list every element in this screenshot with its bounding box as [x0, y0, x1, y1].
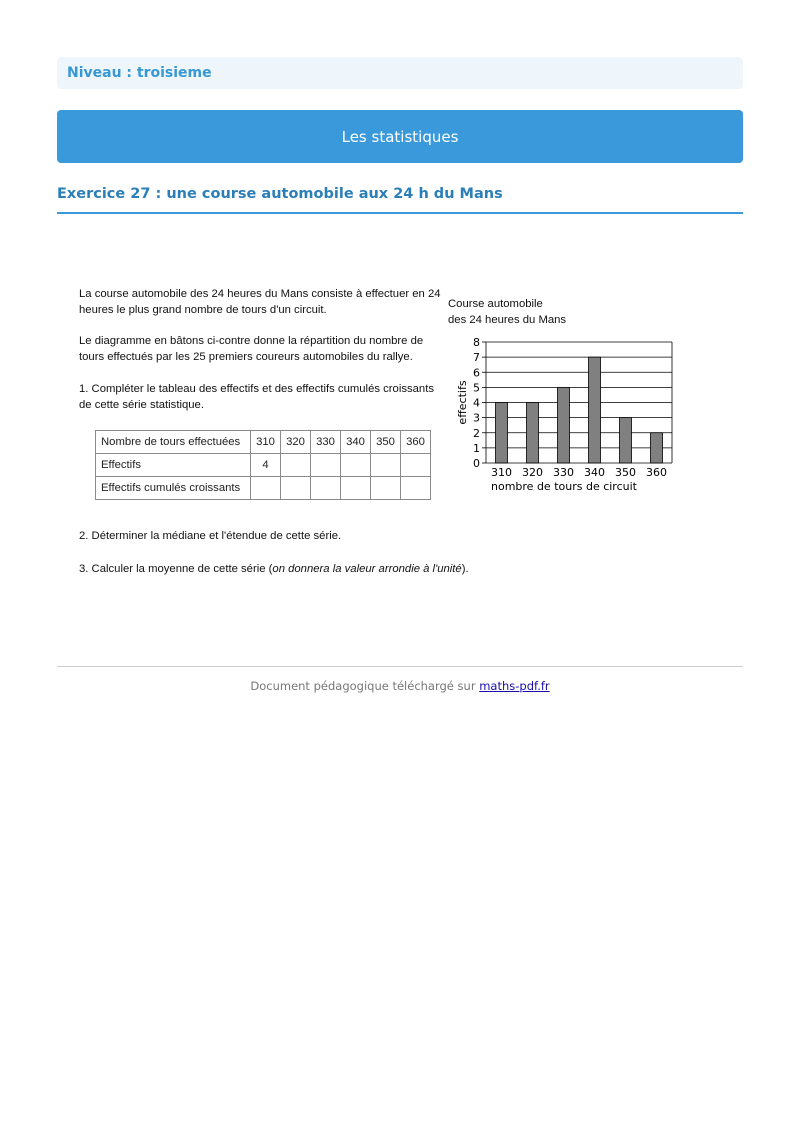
y-tick-label: 6: [473, 366, 480, 380]
table-row-effectifs: [96, 454, 431, 477]
x-tick-label: 310: [491, 466, 512, 479]
table-cell: 4: [251, 454, 281, 477]
exercise-divider: [57, 212, 743, 214]
intro-paragraph: [79, 286, 441, 318]
column-header: 320: [281, 431, 311, 454]
question-1: [79, 381, 434, 413]
y-tick-label: 0: [473, 457, 480, 470]
table-cell: [341, 454, 371, 477]
row-header-effectifs: Effectifs: [96, 454, 251, 477]
table-row-tours: [96, 431, 431, 454]
y-tick-label: 5: [473, 381, 480, 395]
question-1-line-1: 1. Compléter le tableau des effectifs et des effectifs cumulés croissants: [79, 383, 434, 395]
table-cell: [371, 454, 401, 477]
diagram-paragraph: [79, 333, 423, 365]
chart-title: [448, 296, 566, 328]
bar: [496, 403, 508, 464]
question-3-italic: on donnera la valeur arrondie à l'unité: [272, 563, 462, 575]
table-cell: [281, 454, 311, 477]
frequency-table: [95, 430, 431, 500]
y-tick-label: 4: [473, 396, 480, 410]
diagram-line-1: Le diagramme en bâtons ci-contre donne la répartition du nombre de: [79, 335, 424, 347]
bar: [620, 418, 632, 463]
page-title: Les statistiques: [341, 127, 459, 146]
table-cell: [281, 477, 311, 500]
column-header: 340: [341, 431, 371, 454]
x-tick-label: 360: [646, 466, 667, 479]
level-banner: [57, 57, 743, 89]
table-cell: [251, 477, 281, 500]
page-title-bar: [57, 110, 743, 163]
question-3: [79, 561, 469, 577]
row-header-tours: Nombre de tours effectuées: [96, 431, 251, 454]
column-header: 310: [251, 431, 281, 454]
diagram-line-2: tours effectués par les 25 premiers coureurs automobiles du rallye.: [79, 351, 413, 363]
question-3-end: ).: [461, 563, 469, 575]
bar: [589, 357, 601, 463]
x-tick-label: 350: [615, 466, 636, 479]
bar: [527, 403, 539, 464]
y-tick-label: 7: [473, 351, 480, 365]
column-header: 350: [371, 431, 401, 454]
intro-line-2: heures le plus grand nombre de tours d'un circuit.: [79, 304, 327, 316]
level-label: Niveau : troisieme: [67, 65, 212, 81]
question-3-start: 3. Calculer la moyenne de cette série (: [79, 563, 273, 575]
y-tick-label: 3: [473, 411, 480, 425]
intro-line-1: La course automobile des 24 heures du Mans consiste à effectuer en 24: [79, 288, 441, 300]
table-cell: [311, 477, 341, 500]
chart-title-line-2: des 24 heures du Mans: [448, 314, 567, 326]
question-2: 2. Déterminer la médiane et l'étendue de cette série.: [79, 530, 342, 542]
column-header: 360: [401, 431, 431, 454]
x-tick-label: 330: [553, 466, 574, 479]
y-tick-label: 2: [473, 426, 480, 440]
bar: [651, 433, 663, 463]
bar-chart: [450, 334, 680, 499]
exercise-title: Exercice 27 : une course automobile aux 24 h du Mans: [57, 186, 503, 202]
question-1-line-2: de cette série statistique.: [79, 399, 204, 411]
table-row-cumules: [96, 477, 431, 500]
y-axis-label: effectifs: [456, 380, 469, 425]
table-cell: [401, 477, 431, 500]
x-tick-label: 320: [522, 466, 543, 479]
table-cell: [311, 454, 341, 477]
bar: [558, 387, 570, 463]
table-cell: [401, 454, 431, 477]
footer-divider: [57, 666, 743, 667]
x-tick-label: 340: [584, 466, 605, 479]
footer: [0, 679, 800, 693]
y-tick-label: 8: [473, 336, 480, 349]
y-tick-label: 1: [473, 441, 480, 455]
footer-text: Document pédagogique téléchargé sur: [250, 679, 480, 693]
x-axis-label: nombre de tours de circuit: [491, 480, 637, 493]
table-cell: [371, 477, 401, 500]
column-header: 330: [311, 431, 341, 454]
row-header-cumules: Effectifs cumulés croissants: [96, 477, 251, 500]
footer-link[interactable]: maths-pdf.fr: [479, 679, 550, 693]
chart-title-line-1: Course automobile: [448, 298, 543, 310]
table-cell: [341, 477, 371, 500]
